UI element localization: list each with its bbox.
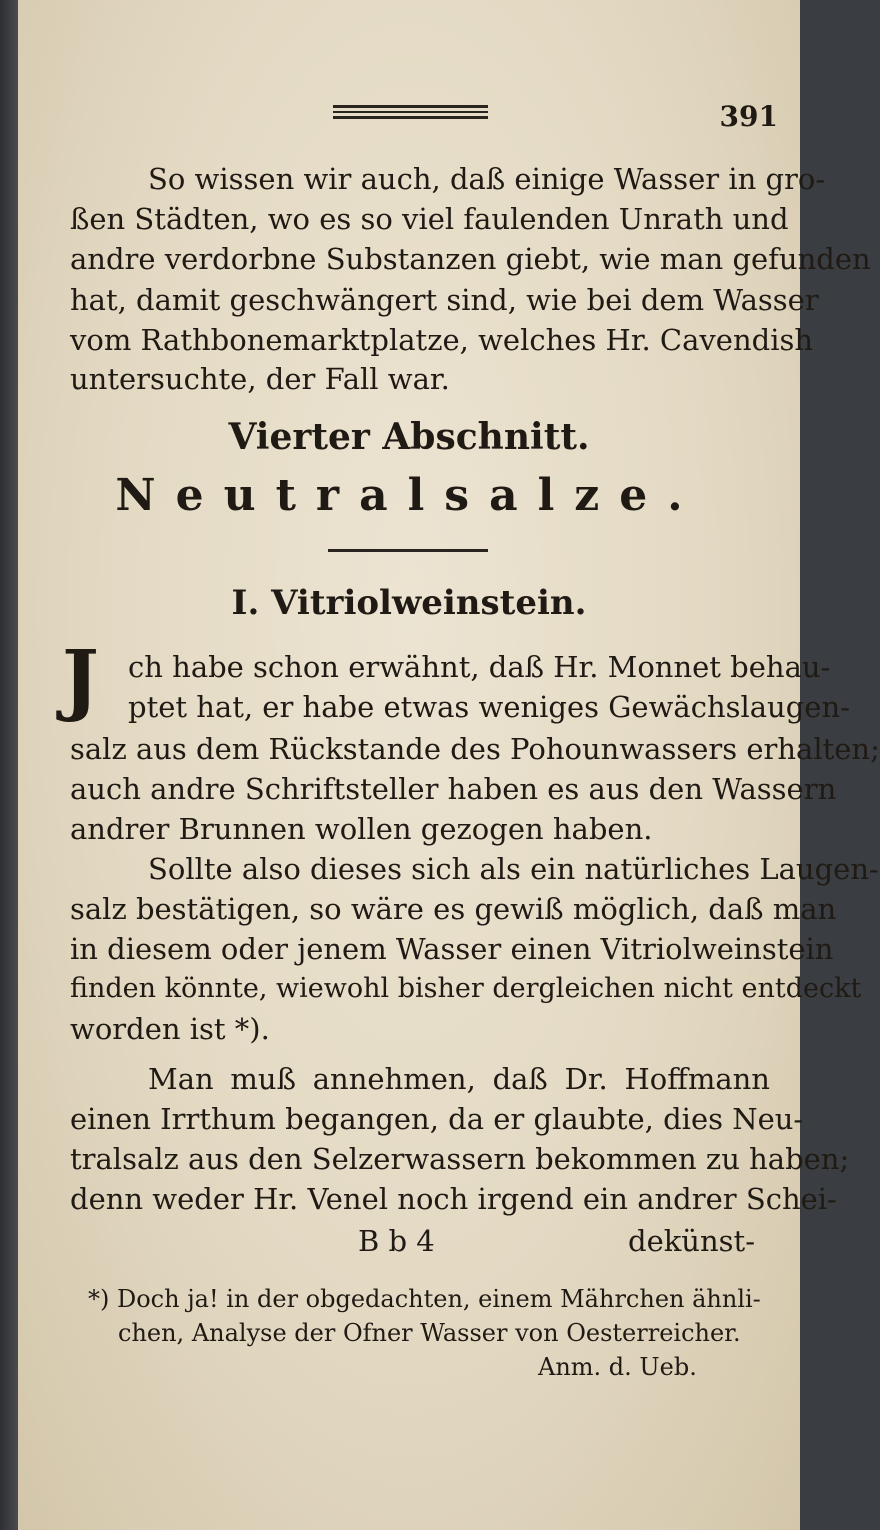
text-line: untersuchte, der Fall war. bbox=[70, 362, 450, 396]
header-rule bbox=[333, 105, 488, 119]
text-line: salz aus dem Rückstande des Pohounwassers erhalten; bbox=[70, 732, 880, 766]
text-line: ptet hat, er habe etwas weniges Gewächslaugen- bbox=[128, 690, 850, 724]
text-line: salz bestätigen, so wäre es gewiß möglich, daß man bbox=[70, 892, 837, 926]
text-line: einen Irrthum begangen, da er glaubte, dies Neu- bbox=[70, 1102, 804, 1136]
text-line: Sollte also dieses sich als ein natürliches Laugen- bbox=[148, 852, 879, 886]
text-line: Man muß annehmen, daß Dr. Hoffmann bbox=[148, 1062, 770, 1096]
section-heading: Vierter Abschnitt. bbox=[228, 416, 590, 458]
text-line: hat, damit geschwängert sind, wie bei dem Wasser bbox=[70, 283, 819, 317]
text-line: auch andre Schriftsteller haben es aus den Wassern bbox=[70, 772, 837, 806]
subheading: I. Vitriolweinstein. bbox=[231, 583, 587, 623]
text-line: andrer Brunnen wollen gezogen haben. bbox=[70, 812, 653, 846]
signature-mark: B b 4 bbox=[358, 1224, 435, 1258]
text-line: tralsalz aus den Selzerwassern bekommen zu haben; bbox=[70, 1142, 850, 1176]
footnote-line: *) Doch ja! in der obgedachten, einem Mährchen ähnli- bbox=[88, 1285, 761, 1313]
section-rule bbox=[328, 549, 488, 552]
text-line: ch habe schon erwähnt, daß Hr. Monnet behau- bbox=[128, 650, 831, 684]
section-title: Neutralsalze. bbox=[115, 470, 703, 521]
text-line: andre verdorbne Substanzen giebt, wie man gefunden bbox=[70, 242, 871, 276]
footnote-attribution: Anm. d. Ueb. bbox=[538, 1353, 697, 1381]
footnote-line: chen, Analyse der Ofner Wasser von Oesterreicher. bbox=[118, 1319, 741, 1347]
text-line: denn weder Hr. Venel noch irgend ein andrer Schei- bbox=[70, 1182, 837, 1216]
text-line: ßen Städten, wo es so viel faulenden Unrath und bbox=[70, 202, 789, 236]
page-number: 391 bbox=[719, 100, 778, 133]
drop-initial: J bbox=[62, 634, 99, 725]
text-line: worden ist *). bbox=[70, 1012, 270, 1046]
book-page bbox=[18, 0, 880, 1530]
scan-edge bbox=[0, 0, 18, 1530]
text-line: finden könnte, wiewohl bisher dergleichen nicht entdeckt bbox=[70, 973, 862, 1004]
text-line: vom Rathbonemarktplatze, welches Hr. Cavendish bbox=[70, 323, 814, 357]
catchword: dekünst- bbox=[628, 1224, 755, 1258]
text-line: So wissen wir auch, daß einige Wasser in gro- bbox=[148, 162, 826, 196]
text-line: in diesem oder jenem Wasser einen Vitriolweinstein bbox=[70, 932, 834, 966]
